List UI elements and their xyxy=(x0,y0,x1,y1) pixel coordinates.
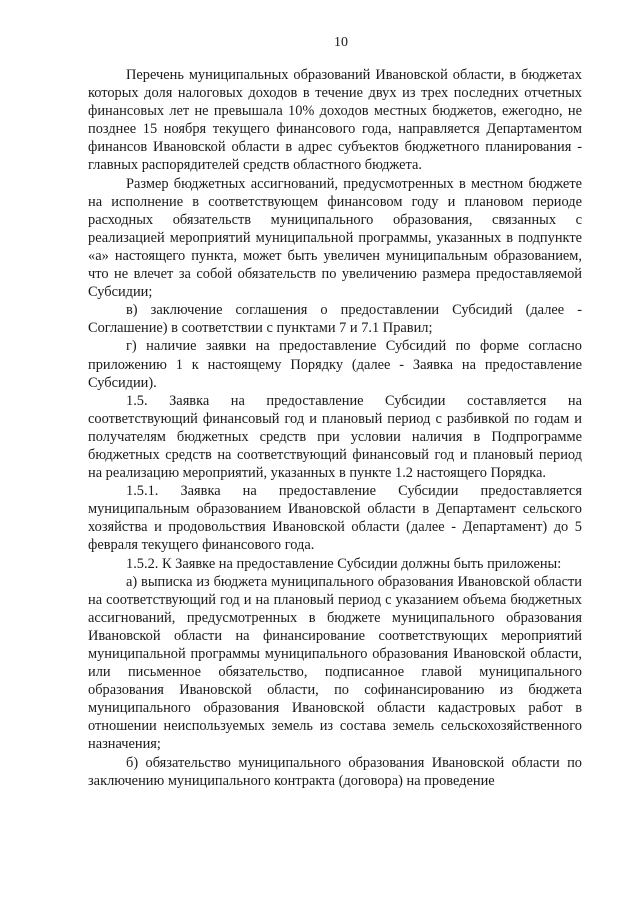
paragraph-municipalities-list: Перечень муниципальных образований Ивановской области, в бюджетах которых доля налоговых доходов в течение двух из трех последних отчетных финансовых лет не превышала 10% доходов местных бюджетов, ежегодно, не позднее 15 ноября текущего финансового года, направляется Департаментом финансов Ивановской области в адрес субъектов бюджетного планирования - главных распорядителей средств областного бюджета. xyxy=(88,67,582,174)
paragraph-item-v-agreement: в) заключение соглашения о предоставлении Субсидий (далее - Соглашение) в соответствии с пунктами 7 и 7.1 Правил; xyxy=(88,302,582,337)
paragraph-item-b-obligation: б) обязательство муниципального образования Ивановской области по заключению муниципального контракта (договора) на проведение xyxy=(88,754,582,789)
paragraph-item-g-application: г) наличие заявки на предоставление Субсидий по форме согласно приложению 1 к настоящему Порядку (далее - Заявка на предоставление Субсидии). xyxy=(88,338,582,391)
paragraph-1-5-2: 1.5.2. К Заявке на предоставление Субсидии должны быть приложены: xyxy=(126,555,562,572)
page-number: 10 xyxy=(334,35,348,50)
paragraph-1-5-1: 1.5.1. Заявка на предоставление Субсидии предоставляется муниципальным образованием Ивановской области в Департамент сельского хозяйства и продовольствия Ивановской области (далее - Департамент) до 5 февраля текущего финансового года. xyxy=(88,483,582,554)
document-page xyxy=(88,34,582,790)
paragraph-item-a-extract: а) выписка из бюджета муниципального образования Ивановской области на соответствующий год и на плановый период с указанием объема бюджетных ассигнований, предусмотренных в бюджете муниципального образования Ивановской области на финансирование соответствующих мероприятий муниципальной программы муниципального образования Ивановской области, или письменное обязательство, подписанное главой муниципального образования Ивановской области, по софинансированию из бюджета муниципального образования Ивановской области кадастровых работ в отношении неиспользуемых земель из состава земель сельскохозяйственного назначения; xyxy=(88,573,582,753)
paragraph-1-5: 1.5. Заявка на предоставление Субсидии составляется на соответствующий финансовый год и плановый период с разбивкой по годам и получателям бюджетных средств при условии наличия в Подпрограмме бюджетных средств на соответствующий финансовый год и плановый период на реализацию мероприятий, указанных в пункте 1.2 настоящего Порядка. xyxy=(88,392,582,482)
paragraph-budget-allocations: Размер бюджетных ассигнований, предусмотренных в местном бюджете на исполнение в соответствующем финансовом году и плановом периоде расходных обязательств муниципального образования, связанных с реализацией мероприятий муниципальной программы, указанных в подпункте «а» настоящего пункта, может быть увеличен муниципальным образованием, что не влечет за собой обязательств по увеличению размера предоставляемой Субсидии; xyxy=(88,175,582,301)
